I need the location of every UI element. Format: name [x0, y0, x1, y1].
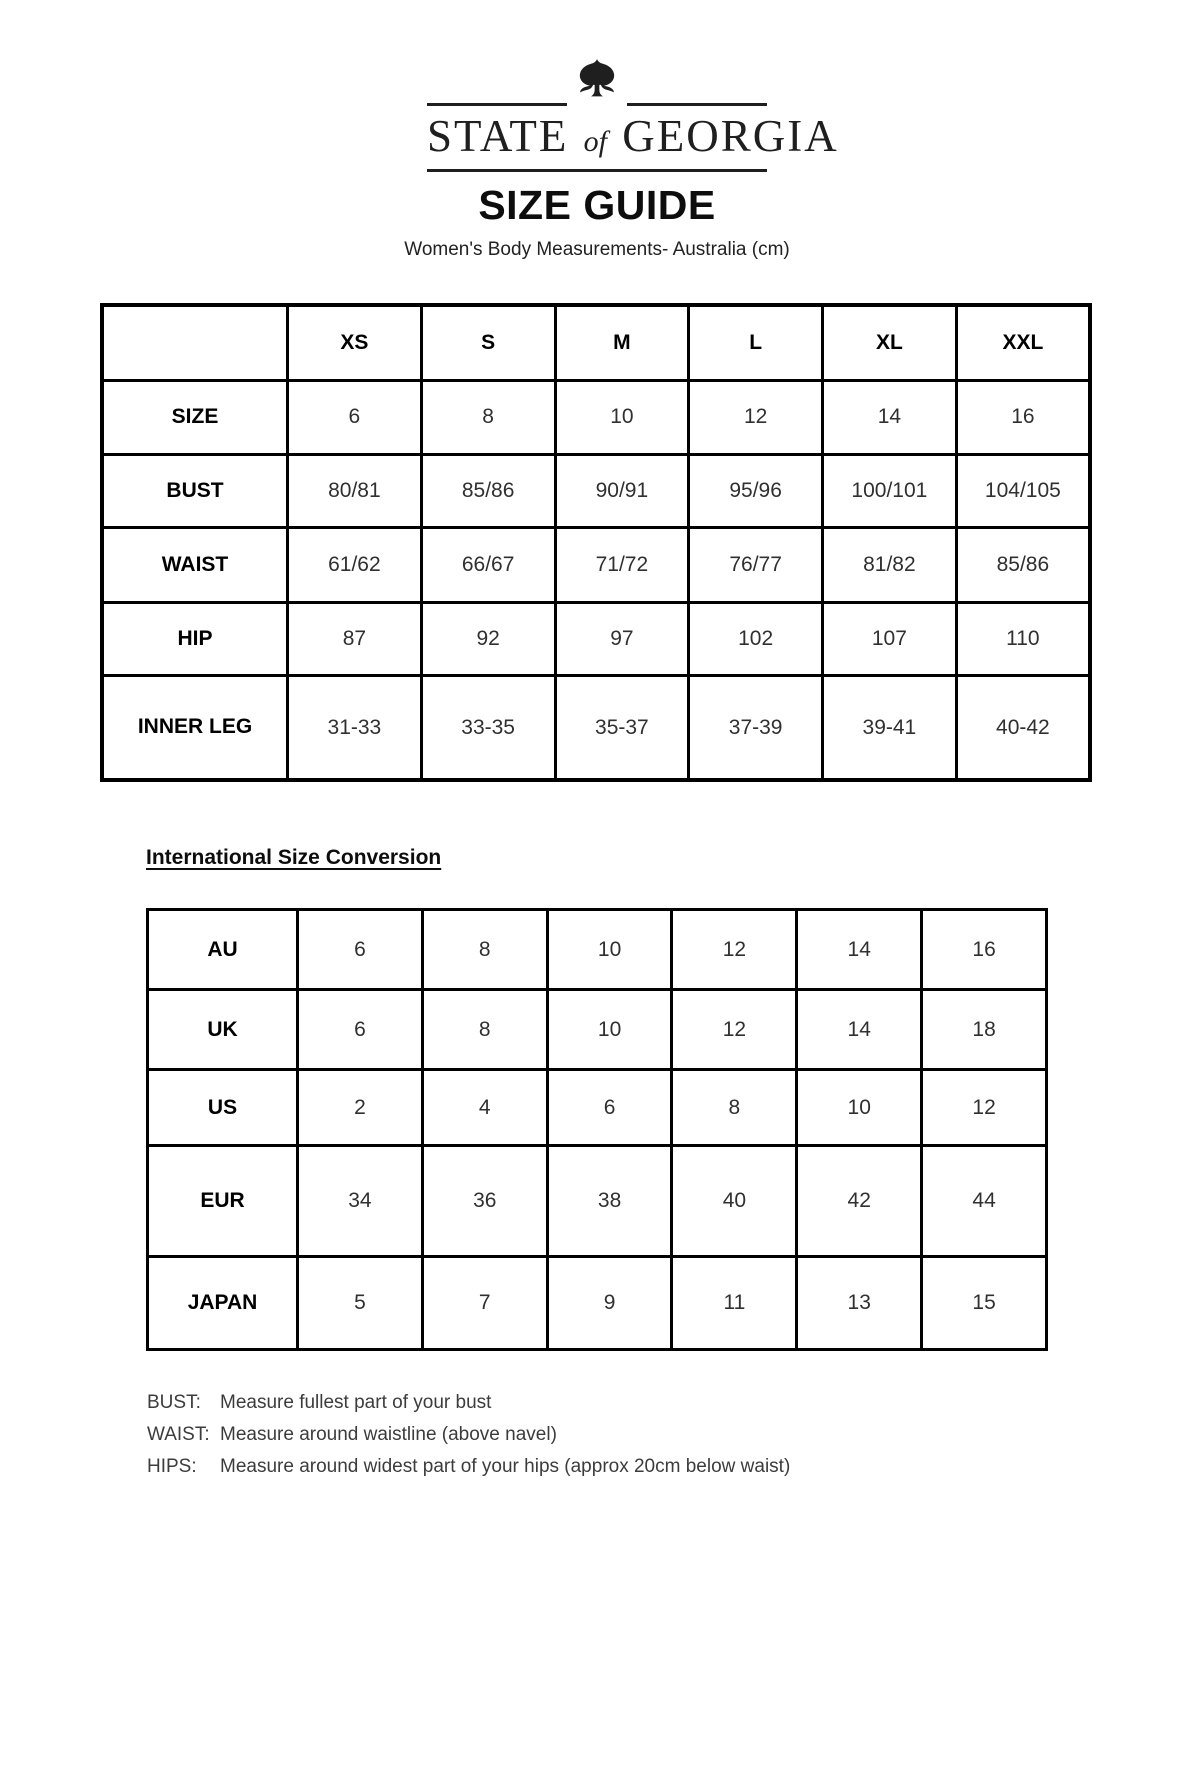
measurement-value-cell: 102 [689, 602, 823, 675]
note-label: HIPS: [147, 1456, 197, 1478]
note-hips [147, 1451, 1194, 1483]
measurement-value-cell: 97 [555, 602, 689, 675]
measurement-value-cell: 104/105 [956, 454, 1090, 527]
measurement-row [102, 675, 1090, 780]
size-column-header: M [555, 305, 689, 380]
conversion-row [148, 1070, 1047, 1146]
brand-word-state: STATE [427, 111, 569, 161]
conversion-value-cell: 12 [922, 1070, 1047, 1146]
conversion-value-cell: 6 [298, 990, 423, 1070]
measurement-value-cell: 39-41 [823, 675, 957, 780]
page-title: SIZE GUIDE [478, 182, 716, 229]
note-text: Measure fullest part of your bust [220, 1392, 492, 1414]
conversion-value-cell: 36 [422, 1146, 547, 1257]
conversion-value-cell: 42 [797, 1146, 922, 1257]
measurement-value-cell: 76/77 [689, 527, 823, 602]
measurement-value-cell: 40-42 [956, 675, 1090, 780]
logo-rule-right [627, 103, 767, 106]
conversion-value-cell: 12 [672, 990, 797, 1070]
measurement-value-cell: 12 [689, 380, 823, 454]
region-row-label: UK [148, 990, 298, 1070]
measurement-row-label: BUST [102, 454, 288, 527]
measurement-value-cell: 37-39 [689, 675, 823, 780]
measurement-value-cell: 107 [823, 602, 957, 675]
conversion-value-cell: 44 [922, 1146, 1047, 1257]
conversion-value-cell: 15 [922, 1257, 1047, 1350]
conversion-value-cell: 6 [547, 1070, 672, 1146]
measurement-value-cell: 71/72 [555, 527, 689, 602]
conversion-row [148, 1146, 1047, 1257]
measurement-value-cell: 14 [823, 380, 957, 454]
region-row-label: US [148, 1070, 298, 1146]
size-header-row [102, 305, 1090, 380]
note-bust [147, 1387, 1194, 1419]
oak-tree-icon [572, 58, 622, 109]
region-row-label: EUR [148, 1146, 298, 1257]
measurement-row-label: WAIST [102, 527, 288, 602]
conversion-value-cell: 4 [422, 1070, 547, 1146]
size-column-header: XL [823, 305, 957, 380]
measurement-value-cell: 35-37 [555, 675, 689, 780]
note-text: Measure around widest part of your hips (approx 20cm below waist) [220, 1456, 791, 1478]
measurement-row [102, 380, 1090, 454]
conversion-value-cell: 11 [672, 1257, 797, 1350]
measurement-value-cell: 10 [555, 380, 689, 454]
logo-underline-rule [427, 169, 767, 172]
measurement-row [102, 527, 1090, 602]
conversion-table [146, 908, 1048, 1351]
measurement-value-cell: 81/82 [823, 527, 957, 602]
measurement-value-cell: 85/86 [956, 527, 1090, 602]
conversion-value-cell: 10 [547, 910, 672, 990]
corner-cell [102, 305, 288, 380]
measurement-value-cell: 61/62 [288, 527, 422, 602]
page-subtitle: Women's Body Measurements- Australia (cm) [404, 239, 790, 261]
measurement-value-cell: 31-33 [288, 675, 422, 780]
conversion-value-cell: 10 [547, 990, 672, 1070]
measurement-value-cell: 92 [421, 602, 555, 675]
conversion-value-cell: 6 [298, 910, 423, 990]
conversion-value-cell: 13 [797, 1257, 922, 1350]
measurement-value-cell: 90/91 [555, 454, 689, 527]
conversion-value-cell: 10 [797, 1070, 922, 1146]
measurement-value-cell: 85/86 [421, 454, 555, 527]
measurement-value-cell: 80/81 [288, 454, 422, 527]
conversion-value-cell: 2 [298, 1070, 423, 1146]
note-waist [147, 1419, 1194, 1451]
size-column-header: XS [288, 305, 422, 380]
logo-rule-left [427, 103, 567, 106]
measurement-notes [147, 1387, 1194, 1483]
note-label: BUST: [147, 1392, 201, 1414]
measurement-value-cell: 66/67 [421, 527, 555, 602]
conversion-row [148, 910, 1047, 990]
brand-word-georgia: GEORGIA [622, 111, 839, 161]
conversion-value-cell: 12 [672, 910, 797, 990]
conversion-value-cell: 9 [547, 1257, 672, 1350]
measurement-value-cell: 16 [956, 380, 1090, 454]
conversion-row [148, 990, 1047, 1070]
note-label: WAIST: [147, 1424, 210, 1446]
conversion-heading: International Size Conversion [146, 846, 442, 870]
measurement-row-label: INNER LEG [102, 675, 288, 780]
conversion-value-cell: 14 [797, 990, 922, 1070]
measurement-row [102, 454, 1090, 527]
conversion-value-cell: 8 [422, 910, 547, 990]
conversion-value-cell: 34 [298, 1146, 423, 1257]
conversion-value-cell: 5 [298, 1257, 423, 1350]
region-row-label: JAPAN [148, 1257, 298, 1350]
measurement-value-cell: 95/96 [689, 454, 823, 527]
measurement-value-cell: 87 [288, 602, 422, 675]
brand-word-of: of [583, 125, 607, 158]
brand-name [427, 111, 839, 161]
measurement-row-label: SIZE [102, 380, 288, 454]
size-column-header: S [421, 305, 555, 380]
conversion-value-cell: 7 [422, 1257, 547, 1350]
measurement-value-cell: 110 [956, 602, 1090, 675]
conversion-value-cell: 38 [547, 1146, 672, 1257]
conversion-row [148, 1257, 1047, 1350]
measurement-value-cell: 6 [288, 380, 422, 454]
conversion-value-cell: 18 [922, 990, 1047, 1070]
conversion-value-cell: 40 [672, 1146, 797, 1257]
conversion-value-cell: 8 [422, 990, 547, 1070]
measurements-table [100, 303, 1092, 782]
conversion-value-cell: 16 [922, 910, 1047, 990]
conversion-value-cell: 14 [797, 910, 922, 990]
measurement-value-cell: 8 [421, 380, 555, 454]
size-column-header: XXL [956, 305, 1090, 380]
measurement-value-cell: 33-35 [421, 675, 555, 780]
conversion-value-cell: 8 [672, 1070, 797, 1146]
logo-block [0, 0, 1194, 172]
measurement-row [102, 602, 1090, 675]
size-column-header: L [689, 305, 823, 380]
note-text: Measure around waistline (above navel) [220, 1424, 557, 1446]
region-row-label: AU [148, 910, 298, 990]
measurement-value-cell: 100/101 [823, 454, 957, 527]
measurement-row-label: HIP [102, 602, 288, 675]
